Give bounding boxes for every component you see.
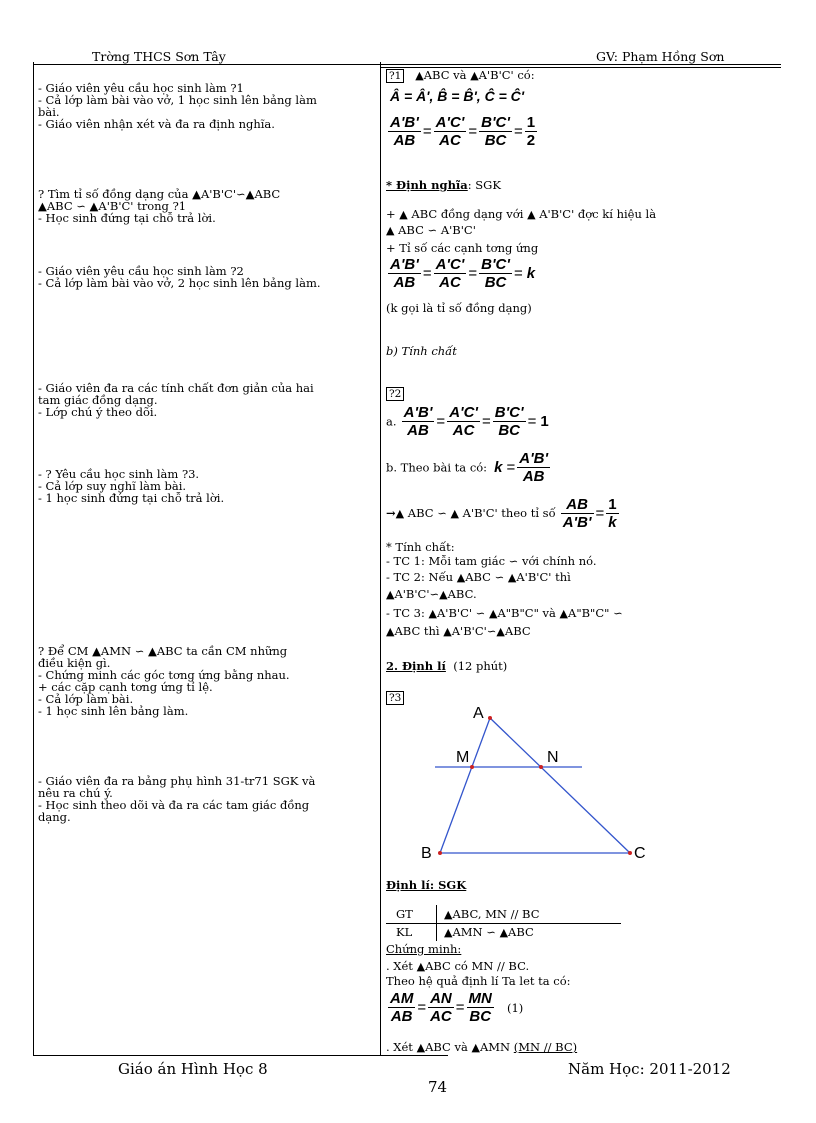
label-b: B bbox=[421, 845, 432, 862]
triangle-icon: ▲ bbox=[428, 607, 437, 620]
table-left-border bbox=[33, 62, 34, 1056]
tc-2-cont: ▲A'B'C'∽▲ABC. bbox=[386, 587, 477, 601]
fraction: $\frac{MN}{BC}$ bbox=[468, 990, 492, 1025]
fraction: $\frac{A'B'}{AB}$ bbox=[390, 114, 419, 149]
theorem-sgk: Định lí: SGK bbox=[386, 878, 467, 892]
label-n: N bbox=[547, 749, 559, 766]
gt-label: GT bbox=[396, 907, 413, 921]
point-m bbox=[470, 765, 474, 769]
fraction: $\frac{1}{k}$ bbox=[608, 496, 617, 531]
fraction: $\frac{A'C'}{AC}$ bbox=[449, 404, 478, 439]
table-mid-border bbox=[380, 62, 381, 1056]
theorem-time: (12 phút) bbox=[453, 659, 508, 673]
ratio-k: k bbox=[526, 265, 536, 282]
side-ab bbox=[440, 718, 490, 853]
point-a bbox=[488, 716, 492, 720]
label-m: M bbox=[456, 749, 470, 766]
label-a: A bbox=[473, 705, 484, 722]
fraction: $\frac{AM}{AB}$ bbox=[390, 990, 414, 1025]
triangle-icon: ▲ bbox=[386, 224, 395, 237]
triangle-icon: ▲ bbox=[496, 625, 505, 638]
header-school: Trờng THCS Sơn Tây bbox=[92, 49, 226, 64]
q2-b-formula: b. Theo bài ta có: k = $\frac{A'B'}{AB}$ bbox=[386, 450, 549, 485]
triangle-icon: ▲ bbox=[399, 208, 408, 221]
definition-text-3: + Tỉ số các cạnh tơng ứng bbox=[386, 241, 539, 255]
fraction: $\frac{AB}{A'B'}$ bbox=[562, 496, 592, 531]
proof-title: Chứng minh: bbox=[386, 942, 462, 956]
arrow-icon: → bbox=[386, 506, 396, 520]
fraction: $\frac{A'B'}{AB}$ bbox=[390, 256, 419, 291]
fraction: $\frac{1}{2}$ bbox=[526, 114, 536, 149]
label-c: C bbox=[634, 845, 646, 862]
q2-box-line bbox=[386, 386, 404, 401]
gt-value: ▲ABC, MN // BC bbox=[444, 907, 540, 921]
triangle-icon: ▲ bbox=[450, 507, 459, 520]
triangle-icon: ▲ bbox=[488, 607, 498, 620]
definition-title: * Định nghĩa bbox=[386, 178, 468, 192]
triangle-icon: ▲ bbox=[444, 926, 453, 939]
kl-label: KL bbox=[396, 925, 413, 939]
ratio-conclusion: →▲ ABC ∽ ▲ A'B'C' theo tỉ số $\frac{AB}{A'B'}$ = $\frac{1}{k}$ bbox=[386, 496, 617, 531]
q1-text: ABC và bbox=[423, 68, 467, 82]
definition-text-1: + ▲ ABC đồng dạng với ▲ A'B'C' đợc kí hiệu là bbox=[386, 207, 657, 221]
q2-box: ?2 bbox=[386, 387, 404, 401]
triangle-icon: ▲ bbox=[559, 607, 569, 620]
triangle-icon: ▲ bbox=[444, 908, 453, 921]
property-title: b) Tính chất bbox=[386, 344, 457, 358]
fraction: $\frac{B'C'}{BC}$ bbox=[481, 114, 510, 149]
equation-number: (1) bbox=[506, 1000, 524, 1015]
triangle-icon: ▲ bbox=[443, 625, 452, 638]
left-block-5: - ? Yêu cầu học sinh làm ?3. - Cả lớp suy nghĩ làm bài. - 1 học sinh đứng tại chỗ trả lời. bbox=[38, 467, 225, 505]
side-ac bbox=[490, 718, 630, 853]
left-block-1: - Giáo viên yêu cầu học sinh làm ?1 - Cả lớp làm bài vào vở, 1 học sinh lên bảng làm bài. - Giáo viên nhận xét và đa ra định nghĩa. bbox=[38, 81, 317, 131]
fraction: $\frac{A'C'}{AC}$ bbox=[435, 256, 465, 291]
theorem-heading bbox=[386, 659, 507, 673]
tc-3-cont: ▲ABC thì ▲A'B'C'∽▲ABC bbox=[386, 624, 531, 638]
q2-a-formula: a. $\frac{A'B'}{AB}$ = $\frac{A'C'}{AC}$ = $\frac{B'C'}{BC}$ = 1 bbox=[386, 404, 549, 439]
point-n bbox=[539, 765, 543, 769]
q3-box-line bbox=[386, 690, 404, 705]
table-bottom-border bbox=[33, 1055, 448, 1056]
definition-line bbox=[386, 178, 501, 192]
tc-2: - TC 2: Nếu ▲ABC ∽ ▲A'B'C' thì bbox=[386, 570, 571, 584]
proof-line-1: . Xét ▲ABC có MN // BC. bbox=[386, 959, 530, 973]
triangle-icon: ▲ bbox=[507, 571, 517, 584]
left-block-7: - Giáo viên đa ra bảng phụ hình 31-tr71 SGK và nêu ra chú ý. - Học sinh theo dõi và đa ra các tam giác đồng dạng. bbox=[38, 774, 316, 824]
triangle-icon: ▲ bbox=[415, 69, 424, 82]
fraction: $\frac{B'C'}{BC}$ bbox=[481, 256, 510, 291]
angle-equalities: Â = Â', B̂ = B̂', Ĉ = Ĉ' bbox=[390, 88, 525, 104]
header-teacher: GV: Phạm Hồng Sơn bbox=[596, 49, 725, 64]
footer-right: Năm Học: 2011-2012 bbox=[568, 1060, 731, 1078]
definition-sgk: : SGK bbox=[467, 178, 501, 192]
triangle-icon: ▲ bbox=[386, 625, 395, 638]
q1-text2: A'B'C' có: bbox=[478, 68, 535, 82]
definition-text-2: ▲ ABC ∽ A'B'C' bbox=[386, 223, 476, 237]
triangle-icon: ▲ bbox=[416, 1041, 426, 1054]
tc-title: * Tính chất: bbox=[386, 540, 455, 554]
triangle-icon: ▲ bbox=[416, 960, 426, 973]
proof-line-2: Theo hệ quả định lí Ta let ta có: bbox=[386, 974, 571, 988]
k-note: (k gọi là tỉ số đồng dạng) bbox=[386, 301, 532, 315]
ratio-formula-1: $\frac{A'B'}{AB}$ = $\frac{A'C'}{AC}$ = $\frac{B'C'}{BC}$ = $\frac{1}{2}$ bbox=[390, 114, 536, 149]
left-block-3: - Giáo viên yêu cầu học sinh làm ?2 - Cả lớp làm bài vào vở, 2 học sinh lên bảng làm. bbox=[38, 264, 321, 290]
kl-value: ▲AMN ∽ ▲ABC bbox=[444, 925, 534, 939]
triangle-icon: ▲ bbox=[470, 69, 479, 82]
triangle-icon: ▲ bbox=[386, 588, 395, 601]
ratio-one: 1 bbox=[540, 413, 549, 430]
footer-left: Giáo án Hình Học 8 bbox=[118, 1060, 268, 1078]
header-rule bbox=[33, 64, 781, 65]
fraction: $\frac{A'C'}{AC}$ bbox=[435, 114, 465, 149]
fraction: $\frac{A'B'}{AB}$ bbox=[403, 404, 433, 439]
page-number: 74 bbox=[428, 1078, 448, 1096]
triangle-icon: ▲ bbox=[439, 588, 448, 601]
left-block-2: ? Tìm tỉ số đồng dạng của ▲A'B'C'∽▲ABC ▲ABC ∽ ▲A'B'C' trong ?1 - Học sinh đứng tại chỗ trả lời. bbox=[38, 187, 281, 225]
left-block-6: ? Để CM ▲AMN ∽ ▲ABC ta cần CM những điều kiện gì. - Chứng minh các góc tơng ứng bằng nhau. + các cặp cạnh tơng ứng tỉ lệ. - Cả lớp làm bài. - 1 học sinh lên bảng làm. bbox=[38, 644, 290, 718]
gt-kl-table bbox=[386, 905, 621, 942]
fraction: $\frac{A'B'}{AB}$ bbox=[519, 450, 549, 485]
ratio-k: k bbox=[494, 459, 503, 476]
fraction: $\frac{AN}{AC}$ bbox=[430, 990, 452, 1025]
fraction: $\frac{B'C'}{BC}$ bbox=[494, 404, 524, 439]
triangle-icon: ▲ bbox=[527, 208, 536, 221]
triangle-icon: ▲ bbox=[471, 1041, 480, 1054]
q1-line bbox=[386, 68, 535, 83]
left-block-4: - Giáo viên đa ra các tính chất đơn giản của hai tam giác đồng dạng. - Lớp chú ý theo dõi. bbox=[38, 381, 314, 419]
point-c bbox=[628, 851, 632, 855]
point-b bbox=[438, 851, 442, 855]
triangle-icon: ▲ bbox=[456, 571, 466, 584]
q3-box: ?3 bbox=[386, 691, 404, 705]
tc-1: - TC 1: Mỗi tam giác ∽ với chính nó. bbox=[386, 554, 597, 568]
q1-box: ?1 bbox=[386, 69, 404, 83]
ratio-formula-2: $\frac{A'B'}{AB}$ = $\frac{A'C'}{AC}$ = $\frac{B'C'}{BC}$ = k bbox=[390, 256, 536, 291]
triangle-figure bbox=[410, 700, 660, 865]
theorem-title: 2. Định lí bbox=[386, 659, 446, 673]
triangle-icon: ▲ bbox=[499, 926, 509, 939]
proof-formula: $\frac{AM}{AB}$ = $\frac{AN}{AC}$ = $\frac{MN}{BC}$ (1) bbox=[390, 990, 524, 1025]
triangle-icon: ▲ bbox=[395, 507, 405, 520]
tc-3: - TC 3: ▲A'B'C' ∽ ▲A"B"C" và ▲A"B"C" ∽ bbox=[386, 606, 623, 620]
proof-line-3: . Xét ▲ABC và ▲AMN (MN // BC) bbox=[386, 1040, 578, 1054]
